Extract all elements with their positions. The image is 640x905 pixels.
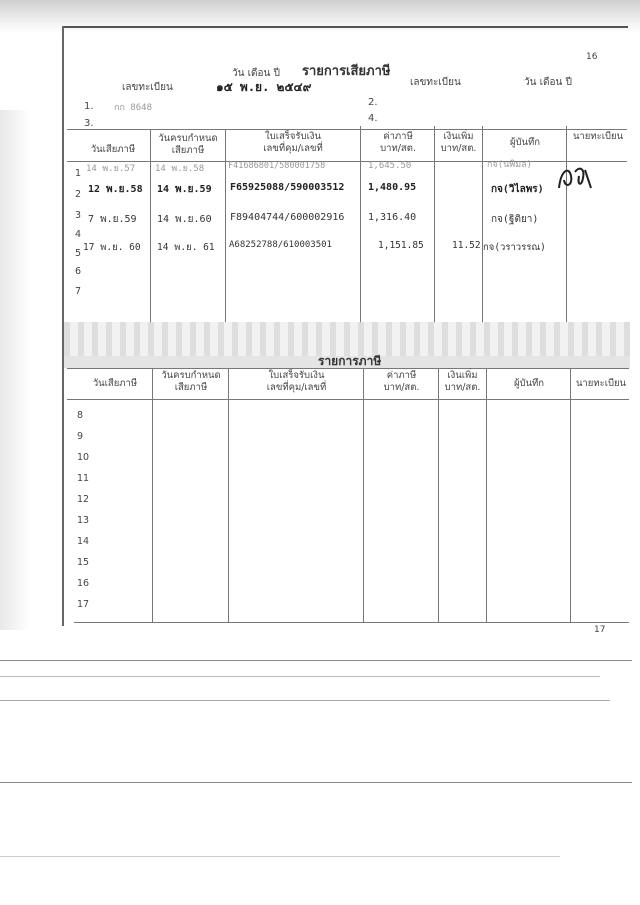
- upper-section-title: รายการเสียภาษี: [302, 64, 391, 79]
- row-number: 2: [75, 189, 82, 200]
- row-number: 4: [75, 229, 82, 240]
- upper-col-divider: [434, 126, 435, 323]
- upper-table-header-line: [67, 161, 627, 162]
- row-number: 10: [77, 452, 90, 463]
- row-number: 12: [77, 494, 90, 505]
- row-3-due-date: 14 พ.ย.60: [157, 214, 212, 225]
- row-1-receipt: F41686801/580001758: [228, 161, 326, 171]
- row-number: 17: [77, 599, 90, 610]
- row-number: 1: [75, 168, 82, 179]
- lower-col-divider: [570, 368, 571, 622]
- row-1-recorder: กจ(นพิมล): [487, 160, 533, 170]
- row-number: 3: [75, 210, 82, 221]
- date-label-right: วัน เดือน ปี: [524, 77, 572, 88]
- row-number: 13: [77, 515, 90, 526]
- row-3-pay-date: 7 พ.ย.59: [88, 214, 137, 225]
- lower-header-registrar: นายทะเบียน: [575, 378, 627, 389]
- registration-number-3: 3.: [84, 118, 94, 129]
- row-2-pay-date: 12 พ.ย.58: [88, 184, 143, 195]
- upper-col-divider: [360, 126, 361, 323]
- header-recorder: ผู้บันทึก: [509, 137, 541, 148]
- row-2-receipt: F65925088/590003512: [230, 182, 345, 193]
- date-label-left: วัน เดือน ปี: [232, 68, 280, 79]
- sheet-top-border: [62, 26, 628, 28]
- row-3-receipt: F89404744/600002916: [230, 212, 345, 223]
- header-receipt: ใบเสร็จรับเงิน เลขที่คุม/เลขที่: [263, 131, 323, 154]
- row-number: 5: [75, 248, 82, 259]
- scan-artifact-line: [0, 676, 600, 677]
- header-surcharge: เงินเพิ่ม บาท/สต.: [440, 131, 477, 154]
- registration-number-4: 4.: [368, 113, 378, 124]
- scan-artifact-line: [0, 782, 632, 783]
- lower-col-divider: [228, 368, 229, 622]
- row-number: 11: [77, 473, 90, 484]
- row-number: 8: [77, 410, 84, 421]
- registrar-signature: [555, 162, 595, 192]
- row-number: 16: [77, 578, 90, 589]
- row-4-due-date: 14 พ.ย. 61: [157, 242, 215, 253]
- lower-table-bottom-line: [74, 622, 629, 623]
- row-3-recorder: กจ(ฐิติยา): [491, 214, 539, 225]
- page-number-bottom: 17: [594, 625, 606, 635]
- lower-header-tax: ค่าภาษี บาท/สต.: [383, 370, 420, 393]
- upper-col-divider: [566, 126, 567, 323]
- lower-col-divider: [152, 368, 153, 622]
- lower-col-divider: [438, 368, 439, 622]
- row-4-surcharge: 11.52: [452, 240, 481, 251]
- lower-col-divider: [363, 368, 364, 622]
- row-number: 9: [77, 431, 84, 442]
- row-1-pay-date: 14 พ.ย.57: [86, 164, 136, 174]
- row-3-tax: 1,316.40: [368, 212, 417, 223]
- scan-artifact-line: [0, 856, 560, 857]
- registration-label-right: เลขทะเบียน: [410, 77, 461, 88]
- scan-left-smudge: [0, 110, 30, 630]
- row-4-receipt: A68252788/610003501: [229, 240, 332, 250]
- upper-col-divider: [225, 129, 226, 323]
- lower-header-pay-date: วันเสียภาษี: [92, 378, 138, 389]
- header-tax: ค่าภาษี บาท/สต.: [380, 131, 416, 154]
- scan-artifact-line: [0, 660, 632, 661]
- row-4-recorder: กจ(วราวรรณ): [483, 242, 546, 253]
- row-number: 7: [75, 286, 82, 297]
- header-pay-date: วันเสียภาษี: [90, 144, 136, 155]
- lower-header-due-date: วันครบกำหนด เสียภาษี: [161, 370, 221, 393]
- lower-col-divider: [486, 368, 487, 622]
- row-2-tax: 1,480.95: [368, 182, 417, 193]
- row-2-recorder: กจ(วิไลพร): [491, 184, 544, 195]
- row-1-tax: 1,645.50: [368, 161, 412, 171]
- lower-header-surcharge: เงินเพิ่ม บาท/สต.: [444, 370, 481, 393]
- row-number: 15: [77, 557, 90, 568]
- row-number: 14: [77, 536, 90, 547]
- registration-number-1: 1.: [84, 101, 94, 112]
- registration-label-left: เลขทะเบียน: [122, 82, 173, 93]
- upper-table-top-line: [67, 129, 627, 130]
- lower-section-title: รายการภาษี: [318, 354, 382, 368]
- header-registrar: นายทะเบียน: [572, 131, 624, 142]
- upper-col-divider: [482, 126, 483, 323]
- registration-date-value: ๑๕ พ.ย. ๒๕๔๙: [216, 80, 312, 94]
- page-number-top: 16: [586, 52, 598, 62]
- registration-value-1: กก 8648: [114, 103, 152, 113]
- row-number: 6: [75, 266, 82, 277]
- header-due-date: วันครบกำหนด เสียภาษี: [158, 133, 218, 156]
- lower-header-recorder: ผู้บันทึก: [513, 378, 545, 389]
- upper-col-divider: [150, 129, 151, 323]
- row-4-pay-date: 17 พ.ย. 60: [83, 242, 141, 253]
- row-4-tax: 1,151.85: [378, 240, 424, 251]
- scan-top-shadow: [0, 0, 640, 34]
- row-2-due-date: 14 พ.ย.59: [157, 184, 212, 195]
- row-1-due-date: 14 พ.ย.58: [155, 164, 205, 174]
- scan-artifact-line: [0, 700, 610, 701]
- lower-header-receipt: ใบเสร็จรับเงิน เลขที่คุม/เลขที่: [266, 370, 327, 393]
- registration-number-2: 2.: [368, 97, 378, 108]
